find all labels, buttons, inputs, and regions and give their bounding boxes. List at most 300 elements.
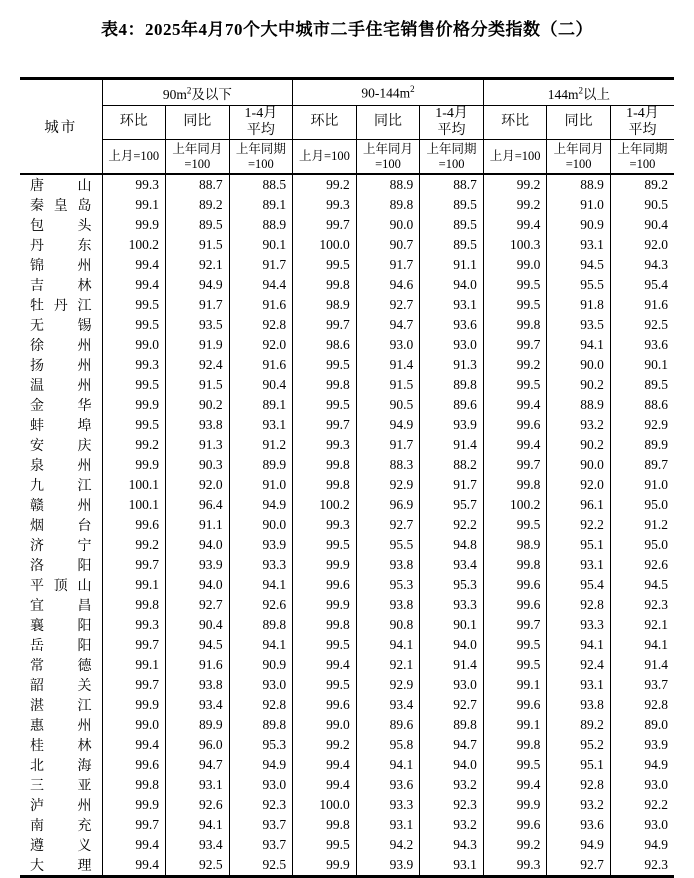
value-cell: 89.9 (229, 455, 293, 475)
city-cell (20, 755, 102, 775)
value-cell: 90.4 (166, 615, 230, 635)
value-cell: 88.9 (547, 174, 611, 195)
value-cell: 94.1 (229, 635, 293, 655)
value-cell: 90.0 (547, 455, 611, 475)
value-cell: 100.2 (293, 495, 357, 515)
city-char: 州 (77, 499, 92, 514)
city-name (30, 195, 92, 215)
value-cell: 90.4 (229, 375, 293, 395)
base-period-header: 上月=100 (483, 140, 547, 175)
city-cell (20, 735, 102, 755)
value-cell: 93.9 (420, 415, 484, 435)
city-name (30, 595, 92, 615)
city-char: 岛 (77, 199, 92, 214)
city-char: 济 (30, 539, 44, 554)
value-cell: 99.9 (102, 215, 166, 235)
value-cell: 89.2 (166, 195, 230, 215)
value-cell: 91.4 (356, 355, 420, 375)
value-cell: 91.6 (610, 295, 674, 315)
value-cell: 93.3 (356, 795, 420, 815)
value-cell: 92.6 (229, 595, 293, 615)
value-cell: 93.2 (547, 415, 611, 435)
table-row (20, 295, 674, 315)
value-cell: 93.4 (420, 555, 484, 575)
value-cell: 94.9 (610, 755, 674, 775)
value-cell: 99.7 (483, 335, 547, 355)
table-row (20, 815, 674, 835)
value-cell: 99.7 (293, 415, 357, 435)
value-cell: 95.0 (610, 535, 674, 555)
city-char: 州 (77, 719, 92, 734)
value-cell: 99.9 (102, 695, 166, 715)
city-char: 宁 (77, 539, 92, 554)
city-char: 湛 (30, 699, 44, 714)
table-header (20, 79, 674, 175)
value-cell: 99.6 (483, 595, 547, 615)
value-cell: 93.2 (420, 815, 484, 835)
city-cell (20, 575, 102, 595)
city-char: 泸 (30, 799, 44, 814)
city-char: 头 (77, 219, 92, 234)
value-cell: 93.9 (356, 855, 420, 877)
city-char: 襄 (30, 619, 44, 634)
table-row (20, 475, 674, 495)
value-cell: 93.0 (610, 815, 674, 835)
value-cell: 94.9 (610, 835, 674, 855)
city-name (30, 615, 92, 635)
value-cell: 99.2 (102, 535, 166, 555)
table-row (20, 735, 674, 755)
value-cell: 92.8 (547, 775, 611, 795)
table-row (20, 795, 674, 815)
value-cell: 95.2 (547, 735, 611, 755)
city-char: 华 (77, 399, 92, 414)
value-cell: 99.8 (102, 595, 166, 615)
value-cell: 89.5 (166, 215, 230, 235)
value-cell: 99.3 (293, 515, 357, 535)
value-cell: 99.0 (102, 715, 166, 735)
value-cell: 99.7 (102, 555, 166, 575)
value-cell: 94.0 (166, 575, 230, 595)
city-cell (20, 174, 102, 195)
value-cell: 93.1 (356, 815, 420, 835)
value-cell: 92.8 (610, 695, 674, 715)
value-cell: 100.1 (102, 495, 166, 515)
value-cell: 99.8 (483, 735, 547, 755)
value-cell: 91.4 (610, 655, 674, 675)
base-period-header: 上年同期 =100 (610, 140, 674, 175)
value-cell: 95.8 (356, 735, 420, 755)
value-cell: 99.6 (102, 515, 166, 535)
value-cell: 90.5 (610, 195, 674, 215)
city-name (30, 775, 92, 795)
value-cell: 99.6 (483, 575, 547, 595)
city-cell (20, 195, 102, 215)
value-cell: 92.8 (229, 695, 293, 715)
city-name (30, 335, 92, 355)
table-row (20, 355, 674, 375)
city-char: 洛 (30, 559, 44, 574)
value-cell: 94.5 (547, 255, 611, 275)
value-cell: 99.9 (293, 855, 357, 877)
city-name (30, 375, 92, 395)
value-cell: 91.6 (229, 355, 293, 375)
value-cell: 93.1 (547, 675, 611, 695)
city-name (30, 255, 92, 275)
value-cell: 92.2 (420, 515, 484, 535)
city-char: 州 (77, 339, 92, 354)
value-cell: 91.7 (356, 435, 420, 455)
value-cell: 91.1 (420, 255, 484, 275)
table-row (20, 675, 674, 695)
base-period-header: 上年同月 =100 (547, 140, 611, 175)
value-cell: 99.4 (102, 735, 166, 755)
superscript: 2 (578, 85, 584, 95)
value-cell: 99.5 (293, 835, 357, 855)
value-cell: 93.4 (166, 695, 230, 715)
city-char: 江 (77, 299, 92, 314)
size-group-header: $144m^2$以上 (483, 79, 674, 106)
city-name (30, 175, 92, 195)
value-cell: 95.4 (547, 575, 611, 595)
table-row (20, 395, 674, 415)
city-char: 德 (77, 659, 92, 674)
city-cell (20, 315, 102, 335)
city-char: 蚌 (30, 419, 44, 434)
value-cell: 91.4 (420, 655, 484, 675)
value-cell: 93.3 (229, 555, 293, 575)
city-char: 扬 (30, 359, 44, 374)
table-row (20, 215, 674, 235)
value-cell: 92.3 (610, 595, 674, 615)
value-cell: 88.3 (356, 455, 420, 475)
superscript: 2 (410, 83, 415, 94)
table-row (20, 635, 674, 655)
value-cell: 93.4 (166, 835, 230, 855)
value-cell: 99.3 (483, 855, 547, 877)
value-cell: 99.1 (102, 655, 166, 675)
value-cell: 99.5 (483, 295, 547, 315)
value-cell: 99.7 (102, 635, 166, 655)
city-cell (20, 835, 102, 855)
value-cell: 99.8 (293, 475, 357, 495)
city-char: 温 (30, 379, 44, 394)
city-char: 州 (77, 259, 92, 274)
value-cell: 99.5 (483, 655, 547, 675)
table-row (20, 315, 674, 335)
city-cell (20, 775, 102, 795)
city-char: 阳 (77, 619, 92, 634)
value-cell: 92.5 (229, 855, 293, 877)
value-cell: 99.0 (102, 335, 166, 355)
superscript: 2 (186, 85, 192, 95)
city-char: 台 (77, 519, 92, 534)
value-cell: 90.8 (356, 615, 420, 635)
value-cell: 91.0 (547, 195, 611, 215)
value-cell: 92.1 (610, 615, 674, 635)
value-cell: 92.4 (166, 355, 230, 375)
value-cell: 90.0 (229, 515, 293, 535)
city-name (30, 715, 92, 735)
value-cell: 95.7 (420, 495, 484, 515)
value-cell: 94.1 (547, 335, 611, 355)
table-row (20, 835, 674, 855)
city-cell (20, 635, 102, 655)
city-name (30, 795, 92, 815)
city-char: 桂 (30, 739, 44, 754)
value-cell: 94.0 (166, 535, 230, 555)
city-char: 林 (77, 739, 92, 754)
value-cell: 92.7 (420, 695, 484, 715)
value-cell: 99.5 (102, 375, 166, 395)
value-cell: 93.5 (166, 315, 230, 335)
value-cell: 99.7 (483, 615, 547, 635)
value-cell: 89.6 (420, 395, 484, 415)
value-cell: 95.3 (229, 735, 293, 755)
city-char: 安 (30, 439, 44, 454)
header-row-metrics (20, 106, 674, 140)
value-cell: 94.3 (610, 255, 674, 275)
city-cell (20, 515, 102, 535)
value-cell: 93.0 (229, 775, 293, 795)
value-cell: 94.5 (610, 575, 674, 595)
value-cell: 94.0 (420, 275, 484, 295)
city-char: 常 (30, 659, 44, 674)
value-cell: 90.7 (356, 235, 420, 255)
city-char: 遵 (30, 839, 44, 854)
value-cell: 99.6 (102, 755, 166, 775)
value-cell: 94.9 (229, 755, 293, 775)
value-cell: 89.5 (420, 235, 484, 255)
value-cell: 94.0 (420, 635, 484, 655)
city-cell (20, 535, 102, 555)
value-cell: 99.7 (293, 215, 357, 235)
table-row (20, 715, 674, 735)
value-cell: 96.1 (547, 495, 611, 515)
value-cell: 89.6 (356, 715, 420, 735)
city-char: 金 (30, 399, 44, 414)
value-cell: 99.4 (483, 775, 547, 795)
city-char: 江 (77, 479, 92, 494)
value-cell: 93.4 (356, 695, 420, 715)
city-cell (20, 495, 102, 515)
value-cell: 99.4 (293, 755, 357, 775)
table-row (20, 615, 674, 635)
value-cell: 90.2 (547, 375, 611, 395)
city-cell (20, 815, 102, 835)
city-name (30, 515, 92, 535)
city-cell (20, 555, 102, 575)
table-row (20, 515, 674, 535)
value-cell: 99.1 (483, 675, 547, 695)
value-cell: 92.8 (229, 315, 293, 335)
value-cell: 90.5 (356, 395, 420, 415)
value-cell: 91.4 (420, 435, 484, 455)
value-cell: 99.8 (483, 315, 547, 335)
value-cell: 99.1 (102, 575, 166, 595)
value-cell: 99.2 (483, 195, 547, 215)
value-cell: 99.2 (293, 174, 357, 195)
table-row (20, 275, 674, 295)
metric-header: 环比 (293, 106, 357, 140)
value-cell: 93.8 (356, 555, 420, 575)
city-char: 州 (77, 379, 92, 394)
city-char: 州 (77, 459, 92, 474)
value-cell: 99.4 (483, 395, 547, 415)
city-name (30, 655, 92, 675)
city-char: 庆 (77, 439, 92, 454)
base-period-header: 上月=100 (293, 140, 357, 175)
table-row (20, 235, 674, 255)
table-row (20, 195, 674, 215)
value-cell: 99.8 (483, 555, 547, 575)
city-name (30, 435, 92, 455)
value-cell: 92.7 (547, 855, 611, 877)
city-name (30, 755, 92, 775)
metric-header: 环比 (483, 106, 547, 140)
value-cell: 90.2 (166, 395, 230, 415)
value-cell: 99.8 (102, 775, 166, 795)
value-cell: 93.8 (547, 695, 611, 715)
value-cell: 92.1 (356, 655, 420, 675)
table-row (20, 435, 674, 455)
value-cell: 99.5 (293, 675, 357, 695)
city-name (30, 735, 92, 755)
city-char: 皇 (53, 199, 68, 214)
value-cell: 92.3 (420, 795, 484, 815)
value-cell: 93.9 (610, 735, 674, 755)
city-name (30, 635, 92, 655)
city-name (30, 835, 92, 855)
value-cell: 94.9 (229, 495, 293, 515)
city-name (30, 295, 92, 315)
table-row (20, 495, 674, 515)
value-cell: 92.9 (356, 675, 420, 695)
value-cell: 89.9 (166, 715, 230, 735)
value-cell: 90.9 (229, 655, 293, 675)
document-page (0, 18, 694, 874)
value-cell: 92.3 (229, 795, 293, 815)
value-cell: 99.2 (483, 835, 547, 855)
city-char: 岳 (30, 639, 44, 654)
value-cell: 94.9 (356, 415, 420, 435)
value-cell: 89.8 (229, 615, 293, 635)
value-cell: 91.7 (229, 255, 293, 275)
value-cell: 88.7 (420, 174, 484, 195)
value-cell: 99.5 (483, 515, 547, 535)
value-cell: 98.9 (483, 535, 547, 555)
city-name (30, 495, 92, 515)
city-char: 江 (77, 699, 92, 714)
city-cell (20, 215, 102, 235)
value-cell: 99.2 (293, 735, 357, 755)
value-cell: 93.0 (356, 335, 420, 355)
value-cell: 88.2 (420, 455, 484, 475)
value-cell: 94.1 (610, 635, 674, 655)
metric-header: 1-4月 平均 (610, 106, 674, 140)
city-char: 海 (77, 759, 92, 774)
city-name (30, 455, 92, 475)
table-row (20, 555, 674, 575)
value-cell: 100.1 (102, 475, 166, 495)
value-cell: 93.5 (547, 315, 611, 335)
value-cell: 98.6 (293, 335, 357, 355)
value-cell: 99.5 (102, 415, 166, 435)
value-cell: 99.4 (102, 255, 166, 275)
city-cell (20, 615, 102, 635)
value-cell: 90.0 (547, 355, 611, 375)
value-cell: 99.5 (483, 635, 547, 655)
city-char: 三 (30, 779, 44, 794)
value-cell: 88.9 (356, 174, 420, 195)
value-cell: 89.1 (229, 395, 293, 415)
value-cell: 99.4 (293, 655, 357, 675)
value-cell: 99.5 (102, 295, 166, 315)
city-char: 东 (77, 239, 92, 254)
value-cell: 93.8 (166, 675, 230, 695)
table-row (20, 375, 674, 395)
value-cell: 93.6 (547, 815, 611, 835)
value-cell: 93.8 (356, 595, 420, 615)
city-char: 丹 (30, 239, 44, 254)
value-cell: 90.1 (420, 615, 484, 635)
value-cell: 93.0 (610, 775, 674, 795)
metric-header: 同比 (356, 106, 420, 140)
value-cell: 91.7 (356, 255, 420, 275)
value-cell: 92.0 (547, 475, 611, 495)
city-char: 韶 (30, 679, 44, 694)
city-char: 惠 (30, 719, 44, 734)
value-cell: 94.1 (356, 755, 420, 775)
value-cell: 99.8 (293, 375, 357, 395)
value-cell: 99.6 (293, 695, 357, 715)
table-row (20, 775, 674, 795)
city-char: 秦 (30, 199, 44, 214)
value-cell: 91.5 (166, 375, 230, 395)
value-cell: 89.5 (420, 195, 484, 215)
value-cell: 95.5 (547, 275, 611, 295)
city-char: 关 (77, 679, 92, 694)
value-cell: 92.4 (547, 655, 611, 675)
price-index-table (20, 77, 674, 878)
value-cell: 94.7 (420, 735, 484, 755)
city-name (30, 315, 92, 335)
city-char: 顶 (53, 579, 68, 594)
value-cell: 99.4 (293, 775, 357, 795)
value-cell: 99.6 (483, 415, 547, 435)
value-cell: 99.6 (293, 575, 357, 595)
value-cell: 93.1 (547, 555, 611, 575)
value-cell: 99.5 (293, 355, 357, 375)
value-cell: 100.2 (483, 495, 547, 515)
value-cell: 93.8 (166, 415, 230, 435)
city-char: 锦 (30, 259, 44, 274)
value-cell: 91.7 (166, 295, 230, 315)
value-cell: 92.7 (166, 595, 230, 615)
city-name (30, 275, 92, 295)
value-cell: 93.0 (420, 675, 484, 695)
city-cell (20, 435, 102, 455)
value-cell: 95.3 (356, 575, 420, 595)
city-char: 大 (30, 859, 44, 874)
city-char: 山 (77, 579, 92, 594)
value-cell: 91.1 (166, 515, 230, 535)
table-row (20, 535, 674, 555)
city-name (30, 695, 92, 715)
city-char: 阳 (77, 639, 92, 654)
city-cell (20, 335, 102, 355)
value-cell: 92.7 (356, 515, 420, 535)
